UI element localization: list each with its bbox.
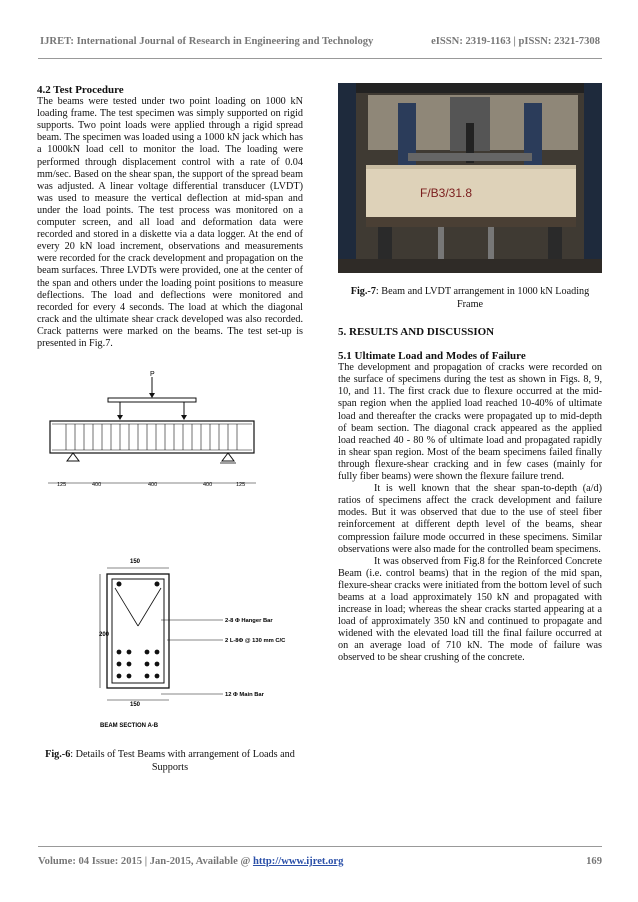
dim-4: 400 — [203, 482, 213, 488]
fig7-caption — [338, 285, 602, 311]
hanger-bar-label: 2-8 Φ Hanger Bar — [225, 618, 273, 624]
section-body: The beams were tested under two point loading on 1000 kN loading frame. The test specimen was simply supported on rigid supports. Two point loads were applied through a rigid spread beam. The specimen was loaded using a 1000 kN jack which has a 1000kN load cell to monitor the load. The loading were performed through displacement control with a rate of 0.04 mm/sec. Based on the shear span, the support of the spread beam was adjusted. A linear voltage differential transducer (LVDT) was used to measure the vertical deflection at mid-span and under the load points. The test process was monitored on a computer screen, and all load and deformation data were recorded and stored in a diskette via a data logger. At the end of every 20 kN load increment, observations and measurements were recorded for the crack development and propagation on the beam surfaces. Three LVDTs were provided, one at the center of the span and others under the loading point positions to measure deflections. The load and deflections were monitored and recorded for every 4 seconds. The load at which the diagonal crack and the ultimate shear crack developed was also recorded. Crack patterns were marked on the beams. The test set-up is presented in Fig.7. — [37, 96, 303, 349]
issn: eISSN: 2319-1163 | pISSN: 2321-7308 — [431, 36, 600, 47]
fig7-label: Fig.-7 — [350, 286, 376, 297]
dim-2: 400 — [92, 482, 102, 488]
load-label: P — [150, 371, 155, 378]
fig7-text: : Beam and LVDT arrangement in 1000 kN Loading Frame — [375, 286, 590, 310]
dim-1: 125 — [57, 482, 67, 488]
section-4-2 — [37, 84, 303, 350]
beam-elevation — [50, 421, 254, 453]
section-outline — [107, 574, 169, 688]
journal-link[interactable]: http://www.ijret.org — [252, 856, 344, 867]
beam-marking: F/B3/31.8 — [420, 186, 473, 200]
support-right — [222, 453, 234, 461]
page-number: 169 — [586, 856, 602, 867]
dim-3: 400 — [148, 482, 158, 488]
results-paragraph-1: The development and propagation of cracks were recorded on the surface of specimens during the test as shown in Figs. 8, 9, 10, and 11. The first crack due to flexure occurred at the mid-span region when the applied load reached 10-40% of ultimate load and thereafter the cracks were propagated up to mid-depth of beam section. The diagonal crack appeared as the applied load reached 40 - 80 % of ultimate load and propagated rapidly in shear span region. Most of the beam specimens failed finally through flexure-shear cracking and in few cases (mainly for fully fiber beams) were shown the flexure failure trend. — [338, 362, 602, 483]
hanger-bar-right — [155, 582, 160, 587]
footer — [38, 856, 602, 867]
fig6-label: Fig.-6 — [45, 749, 71, 760]
footer-volume: Volume: 04 Issue: 2015 | Jan-2015, Available @ — [38, 856, 253, 867]
results-paragraph-3: It was observed from Fig.8 for the Reinforced Concrete Beam (i.e. control beams) that in the region of the mid span, flexure-shear cracks were initiated from the bottom level of such beams at a load approximately 150 kN and propagated with increase in load; whereas the shear cracks started appearing at a load of approximately 350 kN and continued to propagate and widened with the elevated load till the final failure occurred at on an average load of 710 kN. The mode of failure was observed to be shear crushing of the concrete. — [338, 555, 602, 664]
bottom-width-label: 150 — [130, 702, 141, 708]
spread-beam — [108, 398, 196, 402]
width-label: 150 — [130, 559, 141, 565]
section-heading: 4.2 Test Procedure — [37, 84, 124, 96]
section-5-heading: 5. RESULTS AND DISCUSSION — [338, 326, 495, 338]
load-arrow-head — [149, 393, 155, 398]
loading-diagram — [40, 365, 310, 505]
fig6-caption — [40, 748, 300, 774]
section-5 — [338, 326, 602, 665]
support-left — [67, 453, 79, 461]
hanger-bar-left — [117, 582, 122, 587]
fig6-text: : Details of Test Beams with arrangement of Loads and Supports — [70, 749, 295, 773]
main-bars — [117, 650, 160, 679]
stirrup-label: 2 L-8Φ @ 130 mm C/C — [225, 638, 286, 644]
stirrups — [66, 424, 237, 450]
height-label: 200 — [99, 632, 110, 638]
footer-rule — [38, 846, 602, 847]
header-rule — [38, 58, 602, 59]
section-title: BEAM SECTION A-B — [100, 723, 159, 729]
running-header — [40, 36, 600, 47]
results-paragraph-2: It is well known that the shear span-to-depth (a/d) ratios of specimens affect the crack development and failure modes. But it was observed that due to the use of steel fiber reinforcement at different depth level of the beams, shear compression failure mode occurred in these specimens. Similar observations were also made for the controlled beam specimens. — [338, 483, 602, 555]
stirrup-outline — [112, 579, 164, 683]
section-5-1-heading: 5.1 Ultimate Load and Modes of Failure — [338, 350, 526, 363]
main-bar-label: 12 Φ Main Bar — [225, 692, 264, 698]
test-setup-photo — [338, 83, 602, 273]
dim-5: 125 — [236, 482, 246, 488]
beam-cross-section — [95, 548, 310, 738]
journal-name: IJRET: International Journal of Research in Engineering and Technology — [40, 36, 374, 47]
